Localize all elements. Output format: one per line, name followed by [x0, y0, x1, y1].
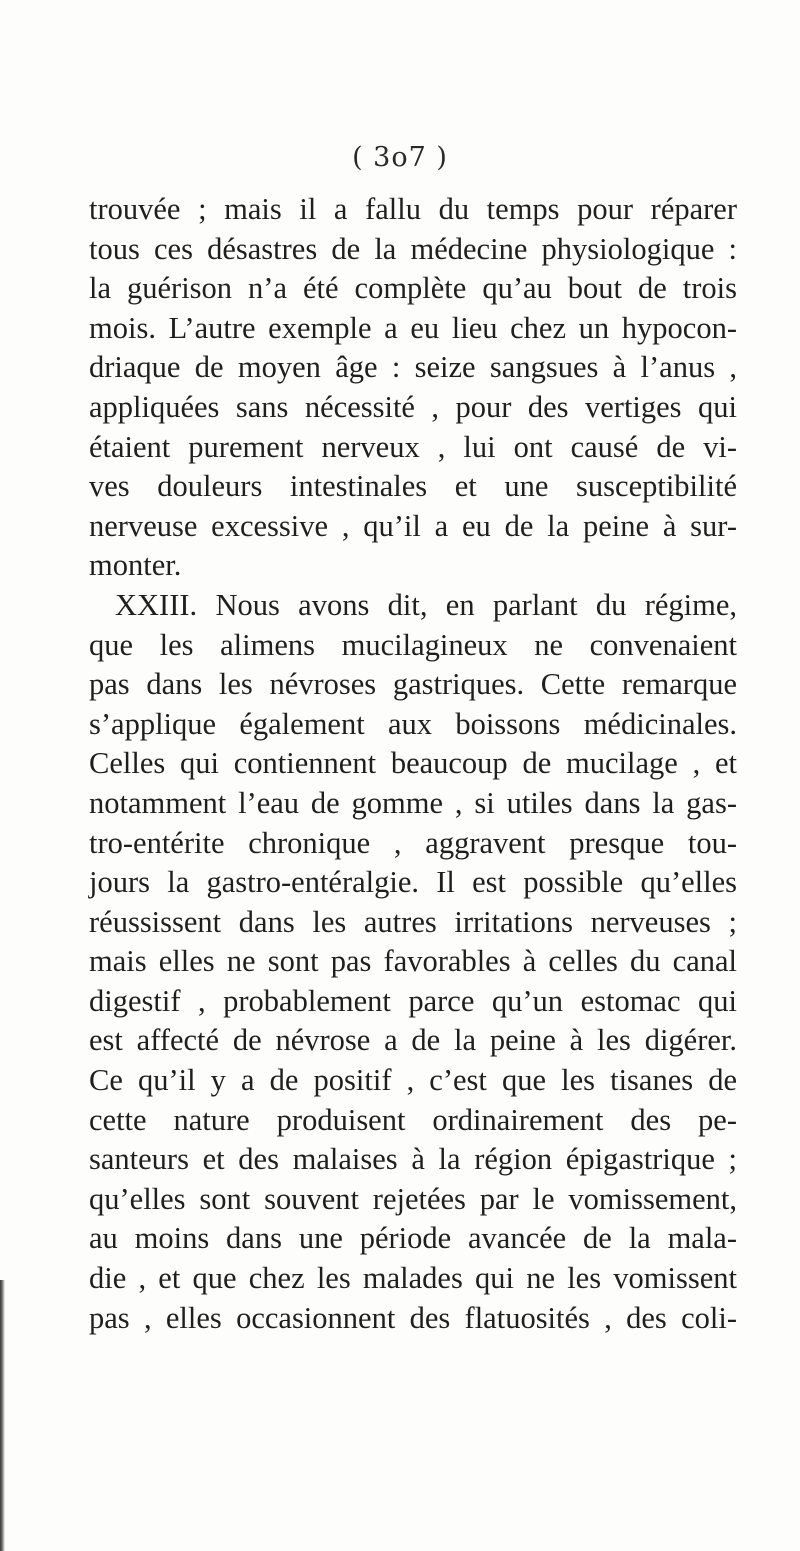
binding-shadow	[0, 1280, 5, 1551]
text-line: appliquées sans nécessité , pour des vertiges qui	[89, 389, 737, 424]
section-heading-line: XXIII. Nous avons dit, en parlant du régime,	[115, 587, 737, 622]
text-line: la guérison n’a été complète qu’au bout de trois	[89, 271, 737, 306]
text-line: digestif , probablement parce qu’un estomac qui	[89, 983, 737, 1018]
text-line: mois. L’autre exemple a eu lieu chez un hypocon-	[89, 310, 737, 345]
text-line: mais elles ne sont pas favorables à celles du canal	[89, 944, 737, 979]
text-line: jours la gastro-entéralgie. Il est possible qu’elles	[89, 865, 737, 900]
text-line: ves douleurs intestinales et une susceptibilité	[89, 469, 737, 504]
text-line: au moins dans une période avancée de la mala-	[89, 1221, 737, 1256]
text-line: étaient purement nerveux , lui ont causé de vi-	[89, 429, 737, 464]
text-line: nerveuse excessive , qu’il a eu de la peine à sur-	[89, 508, 737, 543]
text-line: est affecté de névrose a de la peine à les digérer.	[89, 1023, 737, 1058]
text-line: notamment l’eau de gomme , si utiles dans la gas-	[89, 785, 737, 820]
text-line: pas dans les névroses gastriques. Cette remarque	[89, 667, 737, 702]
text-line: die , et que chez les malades qui ne les vomissent	[89, 1261, 737, 1296]
text-line: santeurs et des malaises à la région épigastrique ;	[89, 1142, 737, 1177]
text-line: monter.	[89, 548, 182, 583]
text-line: tro-entérite chronique , aggravent presque tou-	[89, 825, 737, 860]
text-line: que les alimens mucilagineux ne convenaient	[89, 627, 737, 662]
body-text	[89, 190, 737, 1338]
text-line: tous ces désastres de la médecine physiologique :	[89, 231, 737, 266]
text-line: pas , elles occasionnent des flatuosités , des coli-	[89, 1300, 737, 1335]
text-line: trouvée ; mais il a fallu du temps pour réparer	[89, 192, 737, 226]
text-line: Celles qui contiennent beaucoup de mucilage , et	[89, 746, 737, 781]
text-line: réussissent dans les autres irritations nerveuses ;	[89, 904, 737, 939]
text-line: driaque de moyen âge : seize sangsues à l’anus ,	[89, 350, 737, 385]
text-line: Ce qu’il y a de positif , c’est que les tisanes de	[89, 1063, 737, 1098]
text-line: cette nature produisent ordinairement des pe-	[89, 1102, 737, 1137]
page-number: ( 3o7 )	[352, 142, 448, 173]
text-line: qu’elles sont souvent rejetées par le vomissement,	[89, 1181, 737, 1216]
text-line: s’applique également aux boissons médicinales.	[89, 706, 737, 741]
